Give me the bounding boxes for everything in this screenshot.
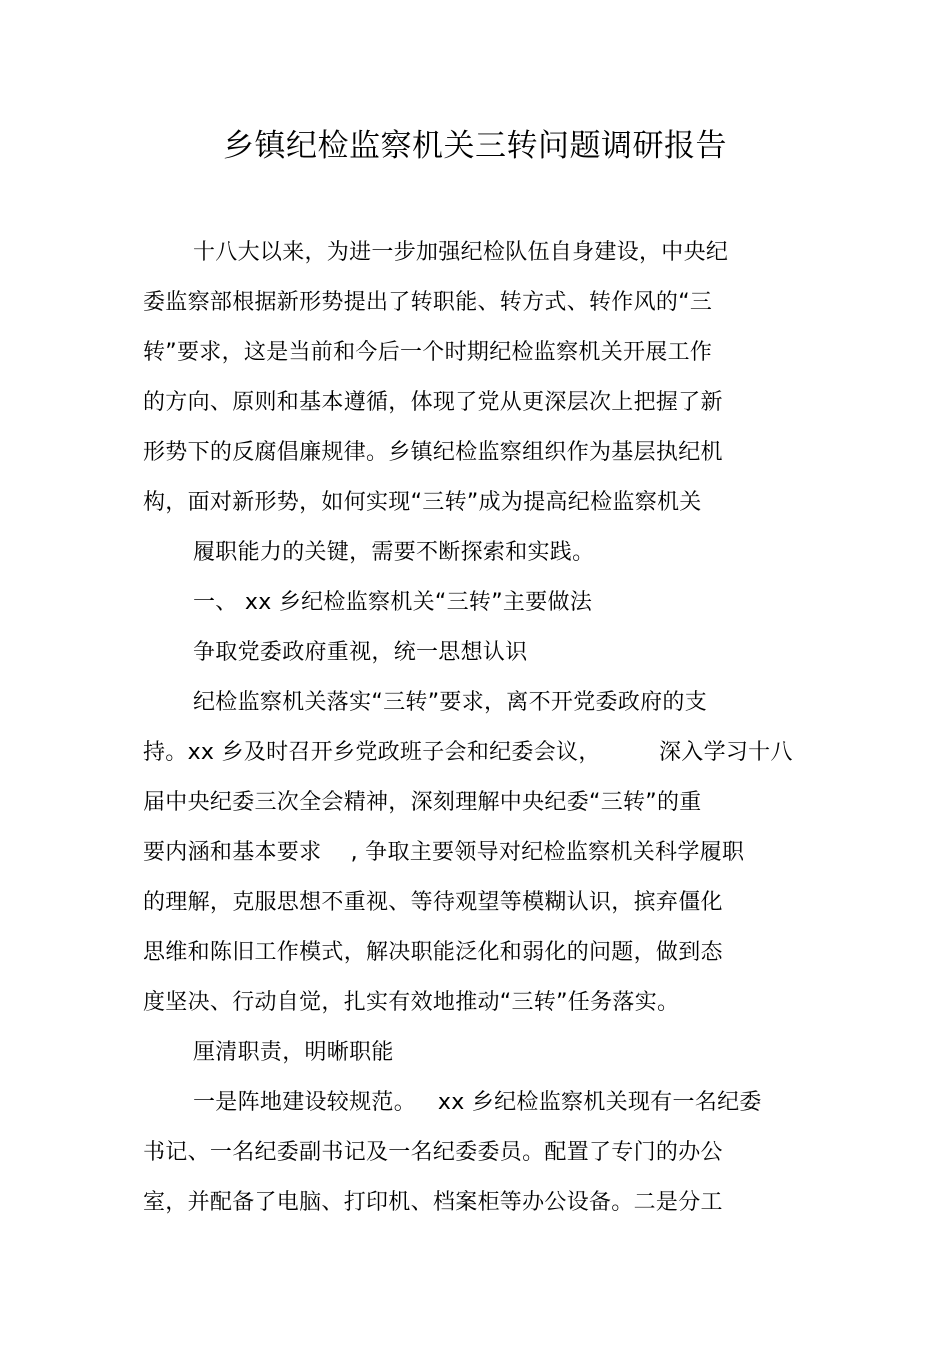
paragraph-line: 委监察部根据新形势提出了转职能、转方式、转作风的“三 [143,290,713,315]
paragraph-line: 书记、一名纪委副书记及一名纪委委员。配置了专门的办公 [143,1140,723,1165]
section-heading: 一、 xx 乡纪检监察机关“三转”主要做法 [193,590,593,615]
paragraph-line: 届中央纪委三次全会精神，深刻理解中央纪委“三转”的重 [143,790,702,815]
paragraph-line: 一是阵地建设较规范。 xx 乡纪检监察机关现有一名纪委 [193,1090,762,1115]
paragraph-line: 持。xx 乡及时召开乡党政班子会和纪委会议， 深入学习十八 [143,740,793,765]
paragraph-line: 形势下的反腐倡廉规律。乡镇纪检监察组织作为基层执纪机 [143,440,723,465]
paragraph-line: 构，面对新形势，如何实现“三转”成为提高纪检监察机关 [143,490,702,515]
paragraph-line: 室，并配备了电脑、打印机、档案柜等办公设备。二是分工 [143,1190,723,1215]
document-title: 乡镇纪检监察机关三转问题调研报告 [223,128,727,164]
paragraph-line: 要内涵和基本要求 , 争取主要领导对纪检监察机关科学履职 [143,840,745,865]
paragraph-line: 履职能力的关键，需要不断探索和实践。 [193,540,595,565]
subsection-heading: 争取党委政府重视，统一思想认识 [193,640,528,665]
paragraph-line: 的方向、原则和基本遵循，体现了党从更深层次上把握了新 [143,390,723,415]
paragraph-line: 纪检监察机关落实“三转”要求，离不开党委政府的支 [193,690,707,715]
paragraph-line: 的理解，克服思想不重视、等待观望等模糊认识，摈弃僵化 [143,890,723,915]
subsection-heading: 厘清职责，明晰职能 [193,1040,394,1065]
paragraph-line: 思维和陈旧工作模式，解决职能泛化和弱化的问题，做到态 [143,940,723,965]
paragraph-line: 十八大以来，为进一步加强纪检队伍自身建设，中央纪 [193,240,729,265]
paragraph-line: 转”要求，这是当前和今后一个时期纪检监察机关开展工作 [143,340,713,365]
paragraph-line: 度坚决、行动自觉，扎实有效地推动“三转”任务落实。 [143,990,680,1015]
